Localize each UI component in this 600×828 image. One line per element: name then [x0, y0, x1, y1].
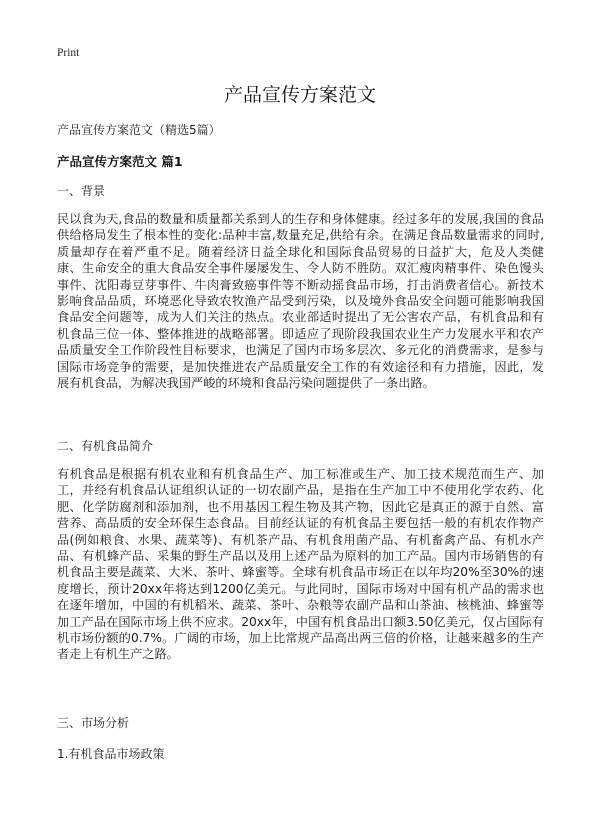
document-title: 产品宣传方案范文 — [223, 84, 376, 106]
document-subtitle: 产品宣传方案范文（精选5篇） — [57, 123, 221, 137]
sub-item-market-policy: 1.有机食品市场政策 — [57, 747, 165, 761]
section-paragraph-intro: 有机食品是根据有机农业和有机食品生产、加工标准或生产、加工技术规范而生产、加工，并经有机食品认证组织认证的一切农副产品，是指在生产加工中不使用化学农药、化肥、化学防腐剂和添加剂，也不用基因工程生物及其产物，因此它是真正的源于自然、富营养、高品质的安全环保生态食品。目前经认证的有机食品主要包括一般的有机农作物产品(例如粮食、水果、蔬菜等)、有机茶产品、有机食用菌产品、有机畜禽产品、有机水产品、有机蜂产品、采集的野生产品以及用上述产品为原料的加工产品。国内市场销售的有机食品主要是蔬菜、大米、茶叶、蜂蜜等。全球有机食品市场正在以年均20%至30%的速度增长，预计20xx年将达到1200亿美元。与此同时，国际市场对中国有机产品的需求也在逐年增加，中国的有机稻米、蔬菜、茶叶、杂粮等农副产品和山茶油、核桃油、蜂蜜等加工产品在国际市场上供不应求。20xx年，中国有机食品出口额3.50亿美元，仅占国际有机市场份额的0.7%。广阔的市场，加上比常规产品高出两三倍的价格，让越来越多的生产者走上有机生产之路。 — [57, 467, 544, 662]
section-paragraph-background: 民以食为天,食品的数量和质量都关系到人的生存和身体健康。经过多年的发展,我国的食品供给格局发生了根本性的变化:品种丰富,数量充足,供给有余。在满足食品数量需求的同时,质量却存在着严重不足。随着经济日益全球化和国际食品贸易的日益扩大，危及人类健康、生命安全的重大食品安全事件屡屡发生、令人防不胜防。双汇瘦肉精事件、染色馒头事件、沈阳毒豆芽事件、牛肉膏致癌事件等不断动摇食品市场，打击消费者信心。新技术影响食品品质，环境恶化导致农牧渔产品受到污染，以及境外食品安全问题可能影响我国食品安全问题等，成为人们关注的热点。农业部适时提出了无公害农产品，有机食品和有机食品三位一体、整体推进的战略部署。即适应了现阶段我国农业生产力发展水平和农产品质量安全工作阶段性目标要求，也满足了国内市场多层次、多元化的消费需求，是参与国际市场竞争的需要，是加快推进农产品质量安全工作的有效途径和有力措施，因此，发展有机食品，为解决我国严峻的环境和食品污染问题提供了一条出路。 — [57, 212, 544, 391]
print-link[interactable]: Print — [57, 47, 80, 59]
section-heading-background: 一、背景 — [57, 184, 106, 198]
article-heading: 产品宣传方案范文 篇1 — [57, 154, 183, 169]
section-heading-intro: 二、有机食品简介 — [57, 439, 154, 453]
section-heading-market: 三、市场分析 — [57, 716, 130, 730]
